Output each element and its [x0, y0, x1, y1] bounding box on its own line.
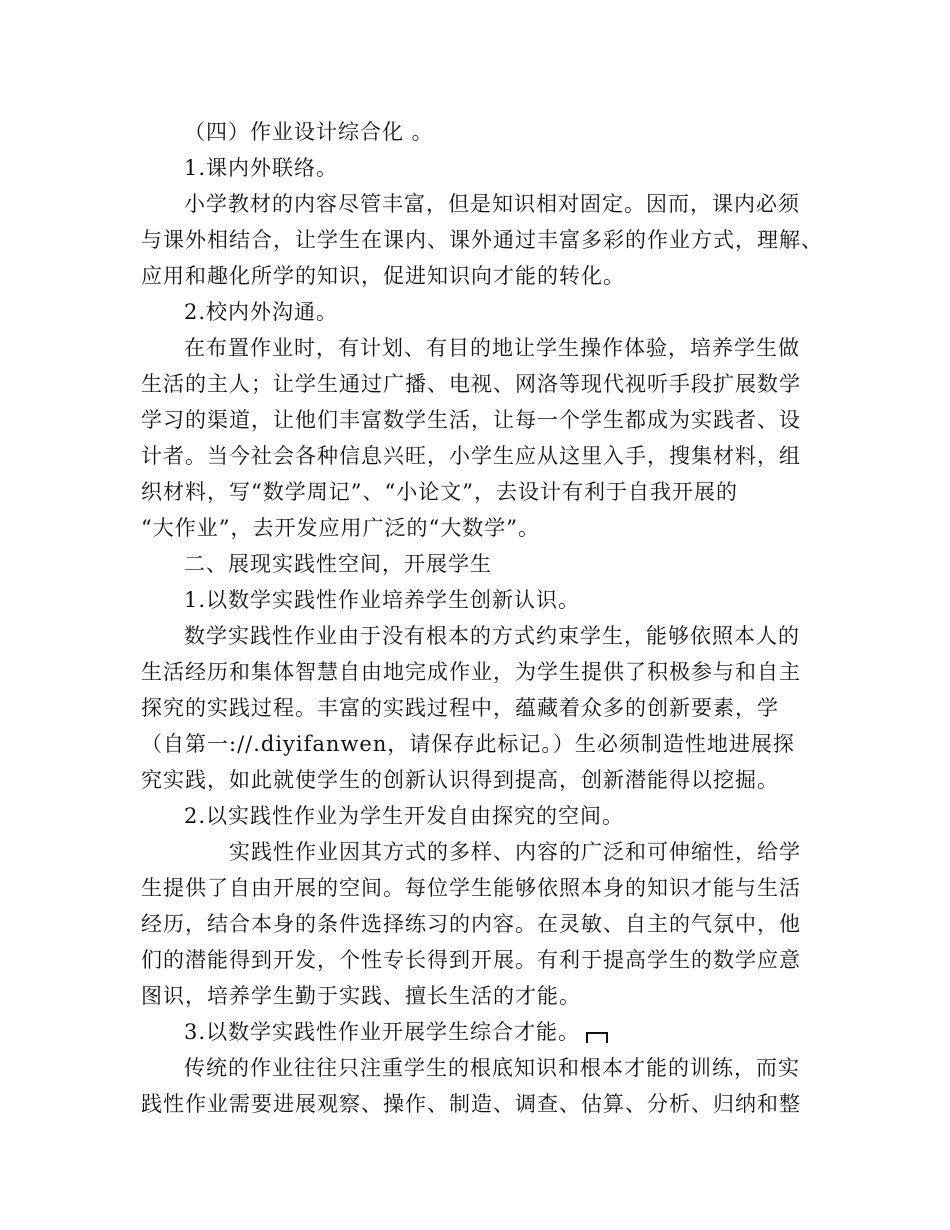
paragraph-line: 织材料，写“数学周记”、“小论文”，去设计有利于自我开展的 — [141, 480, 738, 504]
subheading-row — [184, 1014, 608, 1050]
subheading: 2.以实践性作业为学生开发自由探究的空间。 — [184, 804, 625, 828]
paragraph-line: 生活的主人；让学生通过广播、电视、网洛等现代视听手段扩展数学 — [141, 372, 801, 396]
subheading: 2.校内外沟通。 — [184, 300, 339, 324]
paragraph-line: 生活经历和集体智慧自由地完成作业，为学生提供了积极参与和自主 — [141, 660, 801, 684]
paragraph-line: 在布置作业时，有计划、有目的地让学生操作体验，培养学生做 — [184, 336, 800, 360]
section-heading: （四）作业设计综合化 。 — [184, 120, 434, 144]
subheading: 1.以数学实践性作业培养学生创新认识。 — [184, 588, 581, 612]
paragraph-line: 践性作业需要进展观察、操作、制造、调查、估算、分析、归纳和整 — [141, 1092, 801, 1116]
paragraph-line: 应用和趣化所学的知识，促进知识向才能的转化。 — [141, 264, 625, 288]
paragraph-line: 与课外相结合，让学生在课内、课外通过丰富多彩的作业方式，理解、 — [141, 228, 823, 252]
paragraph-line: 经历，结合本身的条件选择练习的内容。在灵敏、自主的气氛中，他 — [141, 912, 801, 936]
paragraph-line: （自第一://.diyifanwen，请保存此标记。）生必须制造性地进展探 — [141, 732, 795, 756]
paragraph-line: “大作业”，去开发应用广泛的“大数学”。 — [141, 516, 540, 540]
paragraph-line: 小学教材的内容尽管丰富，但是知识相对固定。因而，课内必须 — [184, 192, 800, 216]
subheading: 1.课内外联络。 — [184, 156, 339, 180]
paragraph-line: 计者。当今社会各种信息兴旺，小学生应从这里入手，搜集材料，组 — [141, 444, 801, 468]
paragraph-line: 传统的作业往往只注重学生的根底知识和根本才能的训练，而实 — [184, 1056, 800, 1080]
paragraph-line: 生提供了自由开展的空间。每位学生能够依照本身的知识才能与生活 — [141, 876, 801, 900]
paragraph-line: 数学实践性作业由于没有根本的方式约束学生，能够依照本人的 — [184, 624, 800, 648]
bracket-mark-icon — [586, 1032, 608, 1043]
paragraph-line: 究实践，如此就使学生的创新认识得到提高，创新潜能得以挖掘。 — [141, 768, 779, 792]
paragraph-line: 们的潜能得到开发，个性专长得到开展。有利于提高学生的数学应意 — [141, 948, 801, 972]
section-heading: 二、展现实践性空间，开展学生 — [184, 552, 492, 576]
paragraph-line: 实践性作业因其方式的多样、内容的广泛和可伸缩性，给学 — [229, 840, 801, 864]
paragraph-line: 探究的实践过程。丰富的实践过程中，蕴藏着众多的创新要素，学 — [141, 696, 779, 720]
paragraph-line: 学习的渠道，让他们丰富数学生活，让每一个学生都成为实践者、设 — [141, 408, 801, 432]
subheading: 3.以数学实践性作业开展学生综合才能。 — [184, 1020, 581, 1044]
paragraph-line: 图识，培养学生勤于实践、擅长生活的才能。 — [141, 984, 581, 1008]
